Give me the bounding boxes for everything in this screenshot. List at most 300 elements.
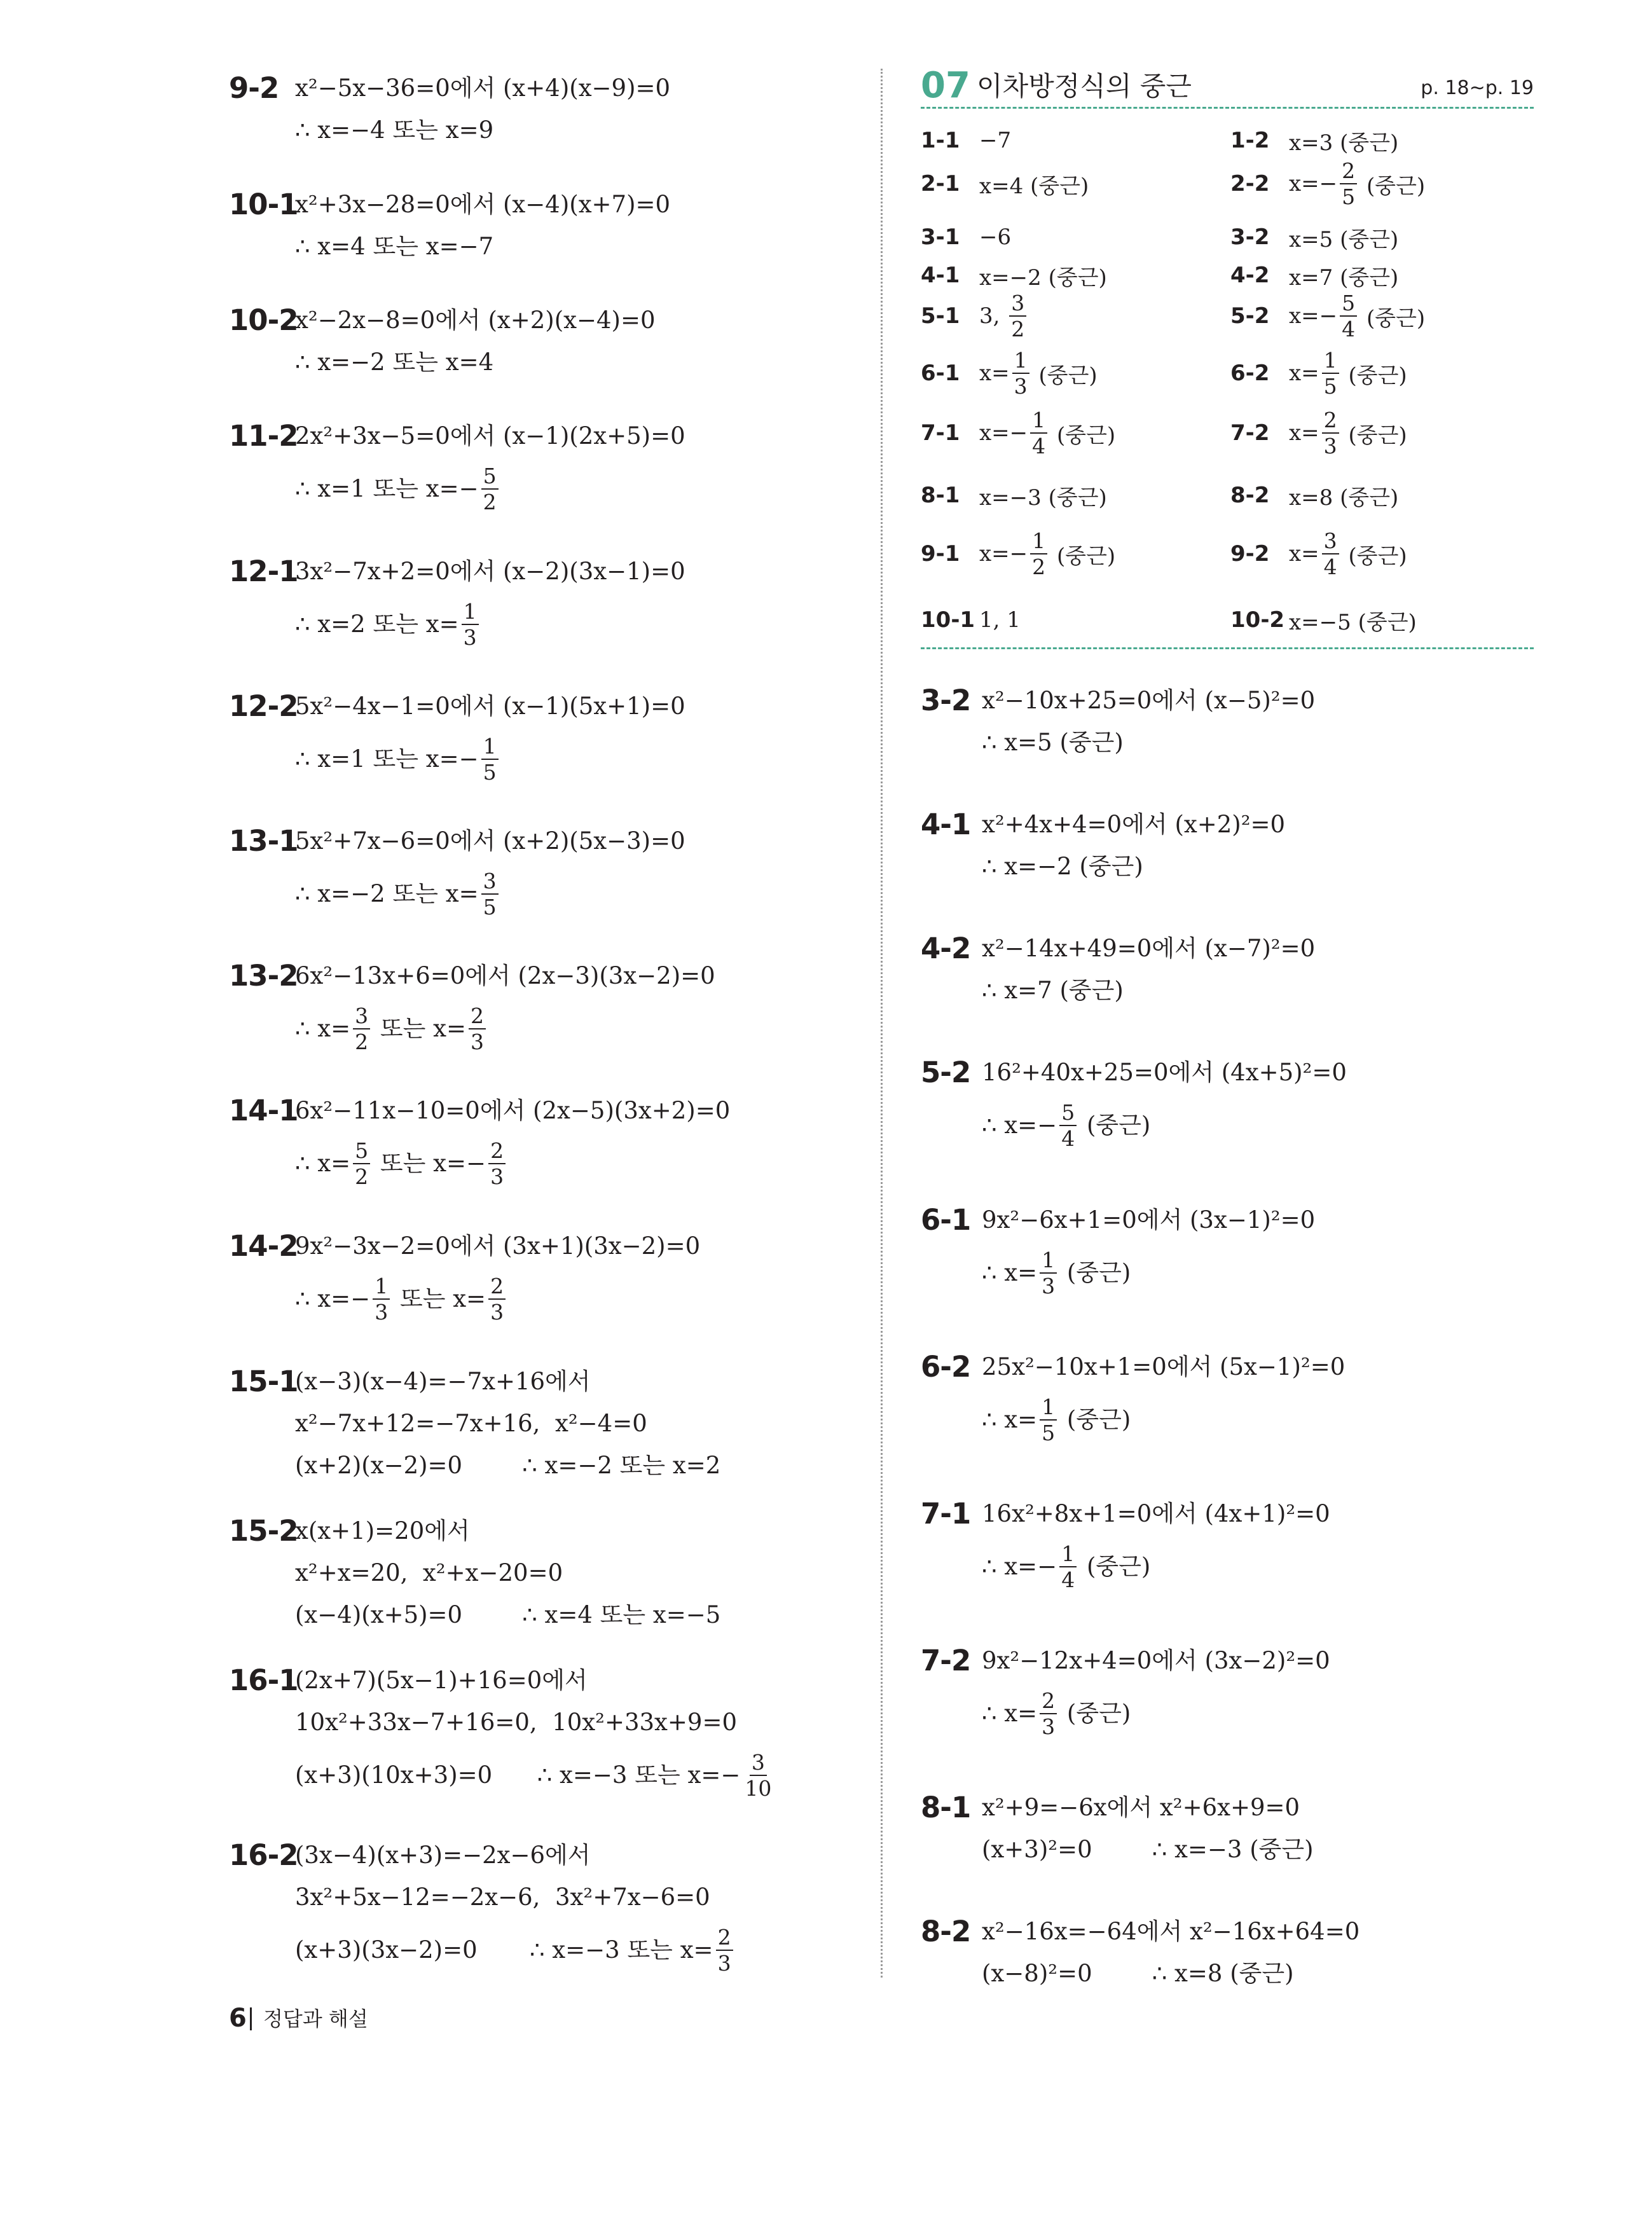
fraction-numerator: 1 bbox=[481, 736, 499, 760]
fraction bbox=[353, 1140, 370, 1187]
math-text: 16²+40x+25=0에서 (4x+5)²=0 bbox=[982, 1059, 1347, 1086]
answer-label: 7-2 bbox=[1230, 420, 1270, 446]
math-text: ∴ x=5 (중근) bbox=[982, 729, 1124, 756]
solution-line bbox=[982, 1829, 1314, 1871]
fraction bbox=[1059, 1102, 1077, 1149]
math-text: ∴ x=−2 또는 x= bbox=[295, 880, 479, 907]
math-text: x²+9=−6x에서 x²+6x+9=0 bbox=[982, 1794, 1300, 1821]
math-text: 10x²+33x−7+16=0, 10x²+33x+9=0 bbox=[295, 1709, 737, 1736]
solution-line bbox=[295, 1272, 508, 1326]
solution-line bbox=[295, 1445, 720, 1487]
solution-line bbox=[982, 680, 1315, 722]
math-text: (중근) bbox=[1050, 422, 1116, 448]
math-text: 5x²−4x−1=0에서 (x−1)(5x+1)=0 bbox=[295, 692, 685, 720]
answer-value bbox=[979, 128, 1011, 153]
math-text: x²+4x+4=0에서 (x+2)²=0 bbox=[982, 811, 1286, 838]
section-page-range: p. 18~p. 19 bbox=[1421, 77, 1534, 99]
solution-line bbox=[982, 722, 1124, 764]
math-text: x²+3x−28=0에서 (x−4)(x+7)=0 bbox=[295, 191, 671, 218]
problem-number: 9-2 bbox=[229, 71, 279, 105]
fraction-denominator: 4 bbox=[1342, 317, 1356, 341]
math-text: x=−2 (중근) bbox=[979, 265, 1107, 291]
math-text: ∴ x=4 또는 x=−7 bbox=[295, 233, 494, 260]
math-text: 또는 x=− bbox=[373, 1150, 486, 1177]
math-text: −7 bbox=[979, 128, 1012, 153]
fraction-numerator: 3 bbox=[750, 1752, 767, 1776]
fraction-denominator: 4 bbox=[1323, 554, 1337, 579]
answer-label: 8-2 bbox=[1230, 483, 1270, 508]
fraction bbox=[1009, 293, 1026, 340]
answer-cell bbox=[921, 291, 1029, 341]
fraction-numerator: 3 bbox=[353, 1005, 370, 1029]
solution-line bbox=[295, 1002, 488, 1056]
answer-cell bbox=[1230, 253, 1398, 298]
problem-number: 16-2 bbox=[229, 1838, 298, 1872]
math-text: x²−5x−36=0에서 (x+4)(x−9)=0 bbox=[295, 74, 671, 102]
math-text: 16x²+8x+1=0에서 (4x+1)²=0 bbox=[982, 1500, 1330, 1527]
solution-line bbox=[295, 1361, 591, 1403]
fraction-denominator: 4 bbox=[1032, 434, 1046, 458]
math-text: 5x²+7x−6=0에서 (x+2)(5x−3)=0 bbox=[295, 827, 685, 855]
answer-row bbox=[921, 158, 1544, 209]
answer-value bbox=[979, 350, 1098, 397]
solution-line bbox=[982, 1687, 1131, 1740]
problem-number: 6-1 bbox=[921, 1203, 971, 1237]
math-text: ∴ x=1 또는 x=− bbox=[295, 745, 479, 773]
math-text: (중근) bbox=[1059, 1700, 1131, 1727]
fraction bbox=[1030, 530, 1047, 577]
answer-row bbox=[921, 348, 1544, 399]
solution-line bbox=[982, 1346, 1345, 1388]
math-text: x²+x=20, x²+x−20=0 bbox=[295, 1559, 563, 1586]
fraction bbox=[1012, 350, 1029, 397]
problem-number: 4-2 bbox=[921, 932, 971, 965]
fraction bbox=[1030, 410, 1047, 457]
answer-label: 9-2 bbox=[1230, 541, 1270, 567]
problem-number: 6-2 bbox=[921, 1350, 971, 1384]
fraction-denominator: 3 bbox=[471, 1029, 485, 1054]
answer-value bbox=[979, 607, 1021, 633]
fraction-numerator: 1 bbox=[1012, 350, 1029, 374]
fraction bbox=[481, 871, 499, 918]
answer-row bbox=[921, 598, 1544, 642]
answer-row bbox=[921, 528, 1544, 579]
math-text: ∴ x=− bbox=[295, 1285, 371, 1312]
fraction-numerator: 1 bbox=[1030, 530, 1047, 554]
answer-value bbox=[979, 530, 1115, 577]
math-text: x²−2x−8=0에서 (x+2)(x−4)=0 bbox=[295, 306, 656, 334]
math-text: x=− bbox=[1289, 171, 1338, 196]
math-text: 9x²−12x+4=0에서 (3x−2)²=0 bbox=[982, 1647, 1330, 1674]
fraction-denominator: 2 bbox=[1032, 554, 1046, 579]
problem-number: 12-2 bbox=[229, 689, 298, 723]
solution-line bbox=[295, 1924, 736, 1977]
math-text: (중근) bbox=[1359, 305, 1426, 331]
fraction-numerator: 5 bbox=[353, 1140, 370, 1164]
math-text: x=− bbox=[979, 420, 1028, 446]
fraction-numerator: 1 bbox=[373, 1276, 390, 1300]
problem-number: 14-1 bbox=[229, 1094, 298, 1127]
math-text: (x−8)²=0 ∴ x=8 (중근) bbox=[982, 1960, 1294, 1987]
fraction-numerator: 2 bbox=[1340, 160, 1357, 184]
solution-line bbox=[982, 1199, 1315, 1241]
answer-label: 8-1 bbox=[921, 483, 960, 508]
math-text: x= bbox=[979, 361, 1010, 386]
answer-value bbox=[1289, 605, 1417, 636]
fraction-numerator: 2 bbox=[1040, 1690, 1057, 1714]
math-text: ∴ x=−2 또는 x=4 bbox=[295, 348, 494, 376]
math-text: 3x²+5x−12=−2x−6, 3x²+7x−6=0 bbox=[295, 1883, 710, 1911]
problem-number: 7-2 bbox=[921, 1644, 971, 1677]
solution-line bbox=[295, 867, 501, 921]
fraction-denominator: 5 bbox=[1323, 374, 1337, 399]
problem-number: 7-1 bbox=[921, 1497, 971, 1531]
problem-number: 10-2 bbox=[229, 303, 298, 337]
math-text: x²−16x=−64에서 x²−16x+64=0 bbox=[982, 1918, 1360, 1945]
math-text: (x+3)(10x+3)=0 ∴ x=−3 또는 x=− bbox=[295, 1761, 741, 1789]
solution-line bbox=[295, 955, 715, 997]
answer-value bbox=[979, 224, 1011, 250]
math-text: 9x²−3x−2=0에서 (3x+1)(3x−2)=0 bbox=[295, 1232, 701, 1260]
math-text: ∴ x=2 또는 x= bbox=[295, 610, 459, 638]
solution-line bbox=[295, 598, 481, 651]
math-text: x=5 (중근) bbox=[1289, 226, 1399, 252]
fraction-denominator: 2 bbox=[483, 490, 497, 514]
fraction-denominator: 10 bbox=[745, 1776, 772, 1801]
solution-line bbox=[295, 67, 670, 109]
solution-line bbox=[295, 462, 501, 516]
answer-label: 3-1 bbox=[921, 224, 960, 250]
math-text: x²−7x+12=−7x+16, x²−4=0 bbox=[295, 1410, 647, 1437]
solution-line bbox=[982, 1493, 1330, 1535]
math-text: (중근) bbox=[1341, 362, 1407, 389]
math-text: x= bbox=[1289, 420, 1319, 446]
math-text: (x+3)²=0 ∴ x=−3 (중근) bbox=[982, 1836, 1314, 1863]
fraction-denominator: 2 bbox=[355, 1029, 369, 1054]
problem-number: 3-2 bbox=[921, 684, 971, 717]
answer-row bbox=[921, 291, 1544, 341]
answer-row bbox=[921, 118, 1544, 163]
answer-cell bbox=[1230, 528, 1407, 579]
solution-line bbox=[295, 1090, 730, 1132]
math-text: (x−4)(x+5)=0 ∴ x=4 또는 x=−5 bbox=[295, 1601, 721, 1628]
math-text: x=− bbox=[1289, 303, 1338, 329]
math-text: ∴ x= bbox=[295, 1150, 351, 1177]
fraction-denominator: 5 bbox=[1342, 184, 1356, 209]
answer-cell bbox=[1230, 118, 1398, 163]
solution-line bbox=[982, 1246, 1131, 1300]
fraction bbox=[481, 465, 499, 513]
answer-cell bbox=[921, 528, 1116, 579]
fraction-denominator: 3 bbox=[490, 1164, 504, 1189]
answer-label: 7-1 bbox=[921, 420, 960, 446]
math-text: x= bbox=[1289, 541, 1319, 567]
math-text: (x+2)(x−2)=0 ∴ x=−2 또는 x=2 bbox=[295, 1452, 721, 1479]
answer-value bbox=[1289, 293, 1425, 340]
fraction-denominator: 3 bbox=[375, 1300, 389, 1325]
problem-number: 4-1 bbox=[921, 808, 971, 841]
fraction bbox=[481, 736, 499, 783]
math-text: (중근) bbox=[1059, 1259, 1131, 1286]
problem-number: 10-1 bbox=[229, 188, 298, 221]
math-text: x²−10x+25=0에서 (x−5)²=0 bbox=[982, 687, 1316, 714]
solution-line bbox=[982, 1540, 1150, 1593]
answer-label: 10-1 bbox=[921, 607, 975, 633]
math-text: x²−14x+49=0에서 (x−7)²=0 bbox=[982, 935, 1316, 962]
problem-number: 13-1 bbox=[229, 824, 298, 858]
answer-cell bbox=[1230, 291, 1426, 341]
problem-number: 12-1 bbox=[229, 554, 298, 588]
fraction-denominator: 3 bbox=[1323, 434, 1337, 458]
fraction bbox=[1322, 410, 1339, 457]
math-text: ∴ x=−2 (중근) bbox=[982, 853, 1143, 880]
math-text: ∴ x= bbox=[982, 1259, 1038, 1286]
fraction-denominator: 5 bbox=[1042, 1421, 1056, 1445]
answer-label: 10-2 bbox=[1230, 607, 1285, 633]
fraction-numerator: 1 bbox=[1030, 410, 1047, 434]
solution-line bbox=[982, 846, 1143, 888]
solution-line bbox=[295, 1552, 563, 1594]
solution-line bbox=[295, 1749, 776, 1802]
answer-cell bbox=[921, 162, 1089, 206]
solution-line bbox=[982, 928, 1315, 970]
answer-value bbox=[1289, 125, 1398, 156]
fraction-numerator: 5 bbox=[1340, 293, 1357, 317]
problem-number: 13-2 bbox=[229, 959, 298, 993]
fraction bbox=[353, 1005, 370, 1052]
math-text: x=8 (중근) bbox=[1289, 485, 1399, 511]
fraction-denominator: 5 bbox=[483, 760, 497, 785]
fraction-numerator: 1 bbox=[1059, 1543, 1077, 1567]
column-divider bbox=[881, 69, 883, 1978]
math-text: x=4 (중근) bbox=[979, 173, 1089, 199]
fraction-denominator: 5 bbox=[483, 895, 497, 919]
math-text: x=− bbox=[979, 541, 1028, 567]
math-text: ∴ x=− bbox=[982, 1112, 1057, 1139]
math-text: 3x²−7x+2=0에서 (x−2)(3x−1)=0 bbox=[295, 558, 685, 585]
math-text: x=7 (중근) bbox=[1289, 265, 1399, 291]
problem-number: 14-2 bbox=[229, 1229, 298, 1263]
math-text: (중근) bbox=[1341, 543, 1407, 569]
answer-value bbox=[1289, 350, 1407, 397]
answer-cell bbox=[921, 408, 1116, 458]
answer-cell bbox=[921, 473, 1107, 518]
math-text: 6x²−13x+6=0에서 (2x−3)(3x−2)=0 bbox=[295, 962, 715, 989]
answer-row bbox=[921, 408, 1544, 458]
solution-line bbox=[295, 1660, 588, 1702]
answer-label: 1-2 bbox=[1230, 128, 1270, 153]
fraction-numerator: 1 bbox=[1040, 1249, 1057, 1274]
math-text: 6x²−11x−10=0에서 (2x−5)(3x+2)=0 bbox=[295, 1097, 731, 1124]
solution-line bbox=[295, 685, 685, 727]
problem-number: 16-1 bbox=[229, 1663, 298, 1697]
problem-number: 11-2 bbox=[229, 419, 298, 453]
answer-value bbox=[1289, 260, 1398, 291]
solution-line bbox=[982, 1953, 1294, 1995]
answer-label: 2-2 bbox=[1230, 171, 1270, 196]
fraction-denominator: 2 bbox=[1011, 317, 1025, 341]
fraction bbox=[743, 1752, 773, 1799]
answer-cell bbox=[1230, 408, 1407, 458]
math-text: (3x−4)(x+3)=−2x−6에서 bbox=[295, 1841, 591, 1869]
math-text: 또는 x= bbox=[373, 1015, 467, 1042]
solution-line bbox=[295, 1137, 508, 1190]
solution-line bbox=[295, 820, 685, 862]
fraction bbox=[716, 1927, 733, 1974]
answer-value bbox=[1289, 222, 1398, 253]
fraction-numerator: 2 bbox=[469, 1005, 486, 1029]
math-text: 3, bbox=[979, 303, 1007, 329]
math-text: (2x+7)(5x−1)+16=0에서 bbox=[295, 1667, 588, 1694]
math-text: (중근) bbox=[1079, 1553, 1151, 1580]
section-title: 이차방정식의 중근 bbox=[977, 71, 1192, 102]
math-text: x=3 (중근) bbox=[1289, 130, 1399, 156]
solution-line bbox=[295, 1225, 700, 1267]
math-text: ∴ x=7 (중근) bbox=[982, 977, 1124, 1004]
fraction bbox=[1040, 1249, 1057, 1297]
math-text: ∴ x= bbox=[295, 1015, 351, 1042]
fraction-denominator: 3 bbox=[717, 1951, 731, 1976]
solution-line bbox=[295, 551, 685, 593]
fraction-numerator: 2 bbox=[488, 1276, 506, 1300]
math-text: (중근) bbox=[1050, 543, 1116, 569]
answer-label: 3-2 bbox=[1230, 224, 1270, 250]
fraction bbox=[488, 1276, 506, 1323]
answer-value bbox=[979, 293, 1029, 340]
solution-line bbox=[982, 1393, 1131, 1447]
answer-cell bbox=[921, 598, 1021, 642]
math-text: 25x²−10x+1=0에서 (5x−1)²=0 bbox=[982, 1353, 1346, 1380]
fraction-denominator: 3 bbox=[1042, 1714, 1056, 1739]
fraction bbox=[1340, 293, 1357, 340]
solution-line bbox=[982, 970, 1124, 1012]
fraction bbox=[1040, 1690, 1057, 1737]
math-text: x=−3 (중근) bbox=[979, 485, 1107, 511]
fraction-numerator: 3 bbox=[481, 871, 499, 895]
answer-cell bbox=[921, 118, 1011, 163]
math-text: (중근) bbox=[1079, 1112, 1151, 1139]
solution-line bbox=[295, 1594, 720, 1636]
math-text: (중근) bbox=[1059, 1406, 1131, 1433]
solution-line bbox=[295, 1702, 737, 1744]
answer-value bbox=[1289, 480, 1398, 511]
answer-cell bbox=[921, 348, 1098, 399]
math-text: ∴ x= bbox=[982, 1700, 1038, 1727]
fraction bbox=[1059, 1543, 1077, 1590]
fraction-denominator: 4 bbox=[1061, 1567, 1075, 1592]
fraction bbox=[488, 1140, 506, 1187]
math-text: (x+3)(3x−2)=0 ∴ x=−3 또는 x= bbox=[295, 1936, 713, 1964]
math-text: ∴ x= bbox=[982, 1406, 1038, 1433]
solution-line bbox=[295, 341, 493, 383]
answer-value bbox=[979, 169, 1089, 200]
solution-line bbox=[295, 109, 493, 151]
math-text: (x−3)(x−4)=−7x+16에서 bbox=[295, 1368, 591, 1395]
solution-line bbox=[295, 1834, 591, 1876]
fraction-numerator: 3 bbox=[1009, 293, 1026, 317]
math-text: x=−5 (중근) bbox=[1289, 609, 1417, 635]
solution-line bbox=[982, 1911, 1359, 1953]
problem-number: 5-2 bbox=[921, 1056, 971, 1089]
answer-label: 5-2 bbox=[1230, 303, 1270, 329]
math-text: (중근) bbox=[1031, 362, 1098, 389]
solution-line bbox=[982, 1640, 1330, 1682]
answer-grid-rule bbox=[921, 647, 1534, 649]
fraction-numerator: 1 bbox=[1322, 350, 1339, 374]
fraction-denominator: 3 bbox=[1014, 374, 1028, 399]
fraction-numerator: 2 bbox=[488, 1140, 506, 1164]
math-text: (중근) bbox=[1341, 422, 1407, 448]
answer-label: 5-1 bbox=[921, 303, 960, 329]
answer-label: 6-2 bbox=[1230, 361, 1270, 386]
solution-line bbox=[982, 1787, 1300, 1829]
fraction-numerator: 5 bbox=[481, 465, 499, 490]
fraction-denominator: 3 bbox=[490, 1300, 504, 1325]
section-number: 07 bbox=[921, 65, 970, 106]
fraction-numerator: 2 bbox=[1322, 410, 1339, 434]
fraction-denominator: 4 bbox=[1061, 1126, 1075, 1151]
fraction-numerator: 1 bbox=[462, 601, 479, 625]
answer-row bbox=[921, 473, 1544, 518]
answer-value bbox=[979, 410, 1115, 457]
math-text: ∴ x=− bbox=[982, 1553, 1057, 1580]
fraction bbox=[462, 601, 479, 648]
math-text: x= bbox=[1289, 361, 1319, 386]
fraction bbox=[1040, 1396, 1057, 1443]
math-text: 또는 x= bbox=[392, 1285, 486, 1312]
problem-number: 15-1 bbox=[229, 1365, 298, 1398]
solution-line bbox=[295, 299, 656, 341]
answer-cell bbox=[1230, 598, 1417, 642]
math-text: x(x+1)=20에서 bbox=[295, 1517, 470, 1545]
fraction-numerator: 1 bbox=[1040, 1396, 1057, 1421]
section-header-rule bbox=[921, 107, 1534, 109]
page-number: 6 bbox=[229, 2004, 247, 2033]
fraction-denominator: 3 bbox=[1042, 1274, 1056, 1298]
math-text: −6 bbox=[979, 224, 1012, 250]
math-text: (중근) bbox=[1359, 173, 1426, 199]
fraction-numerator: 3 bbox=[1322, 530, 1339, 554]
solution-line bbox=[295, 1876, 710, 1918]
answer-label: 4-1 bbox=[921, 263, 960, 288]
math-text: 9x²−6x+1=0에서 (3x−1)²=0 bbox=[982, 1206, 1316, 1234]
fraction bbox=[1340, 160, 1357, 207]
answer-value bbox=[979, 260, 1107, 291]
answer-label: 1-1 bbox=[921, 128, 960, 153]
solution-line bbox=[295, 1403, 647, 1445]
answer-cell bbox=[1230, 473, 1398, 518]
solution-line bbox=[982, 1052, 1347, 1094]
fraction-numerator: 2 bbox=[716, 1927, 733, 1951]
footer-separator bbox=[250, 2007, 252, 2030]
math-text: 1, 1 bbox=[979, 607, 1021, 633]
solution-line bbox=[295, 1510, 470, 1552]
answer-label: 6-1 bbox=[921, 361, 960, 386]
answer-value bbox=[1289, 530, 1407, 577]
answer-value bbox=[979, 480, 1107, 511]
answer-cell bbox=[1230, 348, 1407, 399]
math-text: 2x²+3x−5=0에서 (x−1)(2x+5)=0 bbox=[295, 422, 685, 450]
solution-line bbox=[295, 415, 685, 457]
solution-line bbox=[982, 1099, 1150, 1152]
fraction-denominator: 3 bbox=[463, 625, 477, 650]
math-text: ∴ x=−4 또는 x=9 bbox=[295, 116, 494, 144]
answer-label: 4-2 bbox=[1230, 263, 1270, 288]
answer-cell bbox=[1230, 158, 1426, 209]
answer-value bbox=[1289, 160, 1425, 207]
problem-number: 15-2 bbox=[229, 1514, 298, 1548]
problem-number: 8-1 bbox=[921, 1791, 971, 1824]
